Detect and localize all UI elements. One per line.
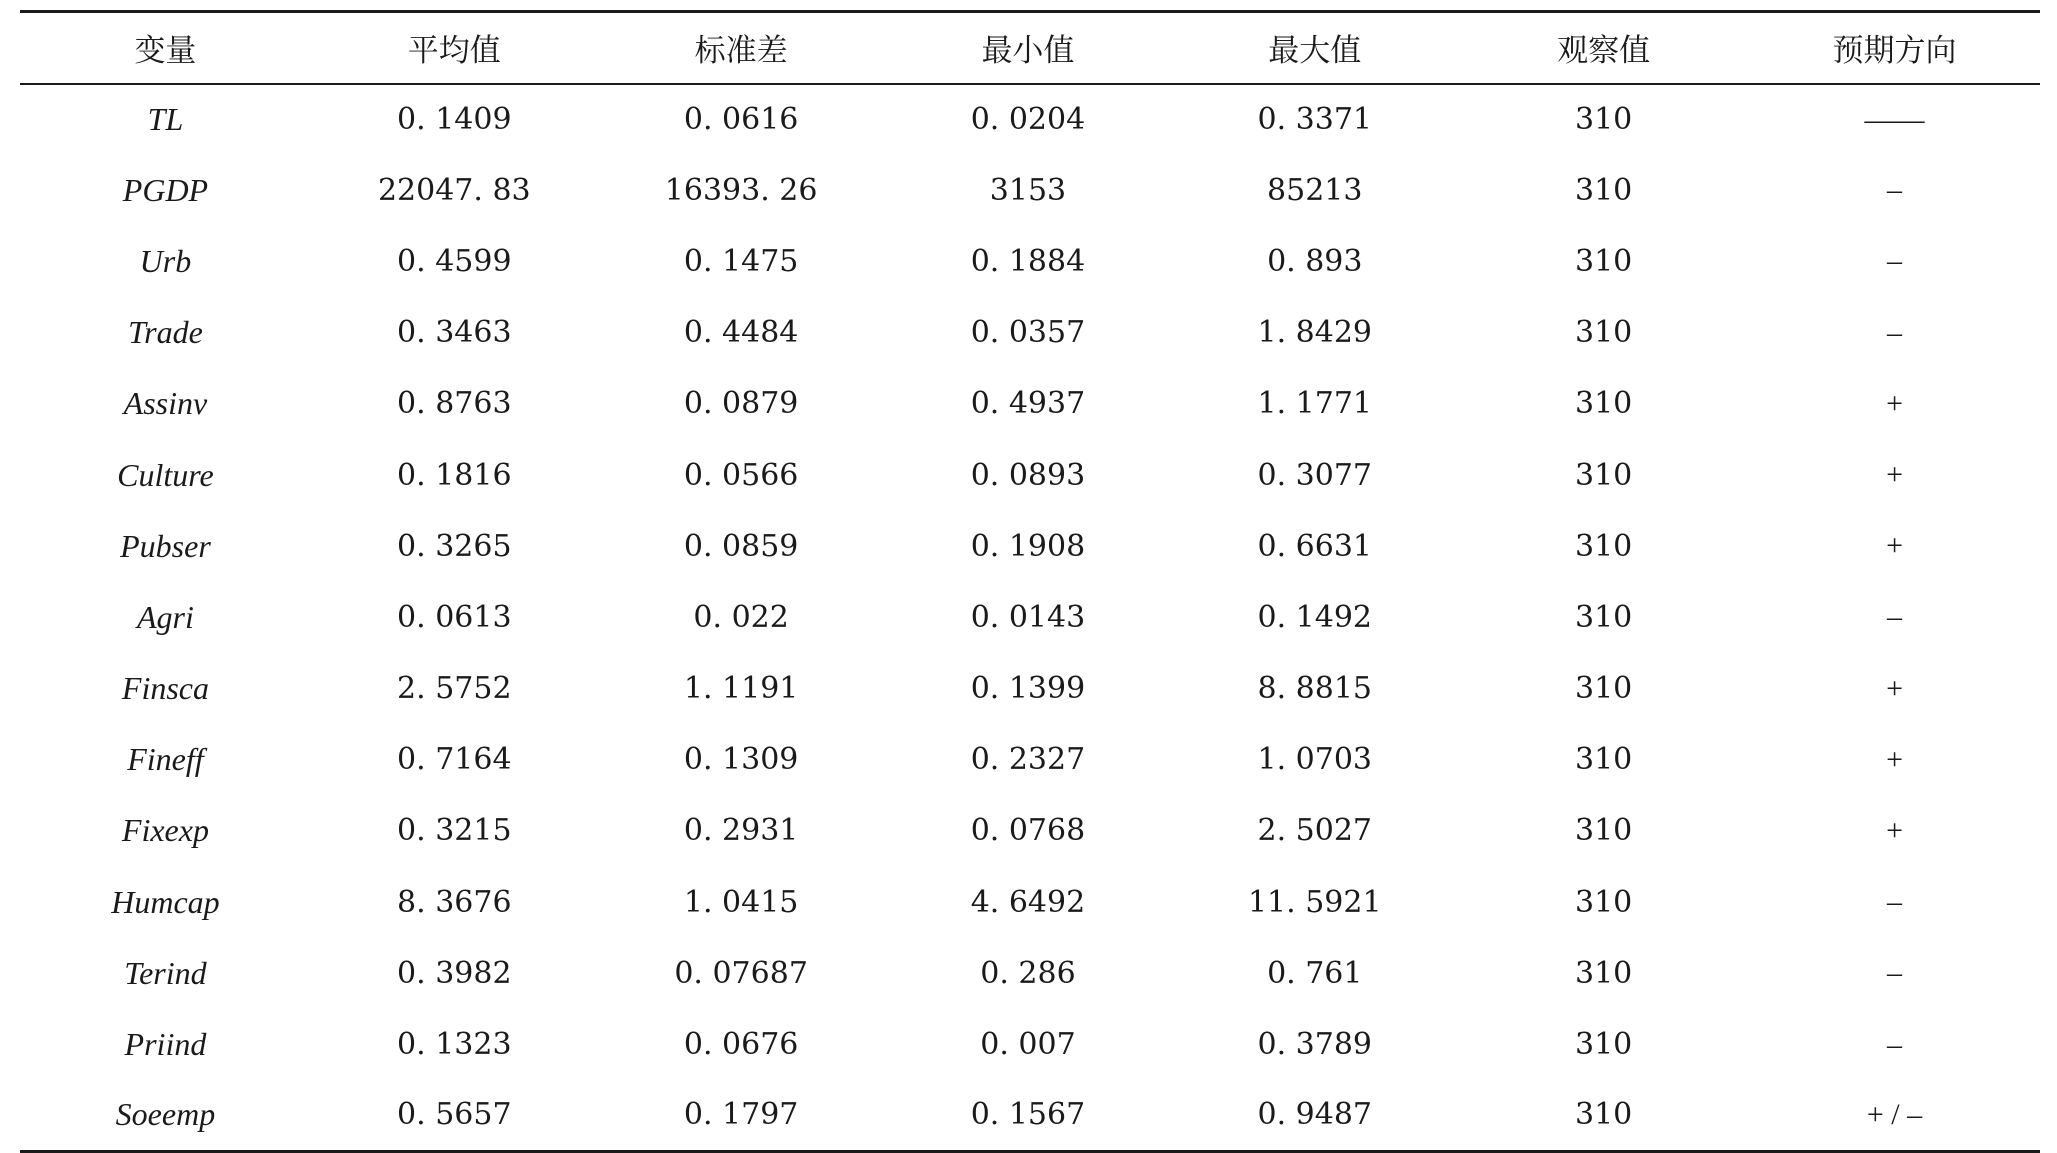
cell-max: 0. 3077 — [1257, 457, 1373, 493]
cell-max: 0. 1492 — [1257, 599, 1373, 635]
cell-expected-direction: – — [1887, 1027, 1903, 1061]
cell-max: 85213 — [1267, 172, 1363, 208]
cell-observations: 310 — [1458, 1080, 1749, 1151]
header-max: 最大值 — [1171, 12, 1458, 84]
cell-expected-direction: – — [1887, 956, 1903, 990]
descriptive-statistics-table — [20, 10, 2040, 1153]
cell-max: 0. 893 — [1267, 243, 1363, 279]
cell-min: 0. 1567 — [885, 1080, 1172, 1151]
cell-max: 8. 8815 — [1257, 671, 1373, 707]
table-row — [20, 867, 2040, 938]
table-row — [20, 155, 2040, 226]
table-row — [20, 84, 2040, 155]
table-row — [20, 368, 2040, 439]
header-variable: 变量 — [20, 12, 311, 84]
cell-variable: Assinv — [123, 385, 208, 422]
cell-mean: 0. 4599 — [397, 243, 512, 279]
cell-max: 0. 9487 — [1171, 1080, 1458, 1151]
cell-max: 1. 8429 — [1257, 315, 1373, 351]
cell-expected-direction: + — [1886, 529, 1903, 563]
table-row — [20, 511, 2040, 582]
cell-min: 0. 1884 — [970, 243, 1086, 279]
table-header-row — [20, 12, 2040, 84]
cell-min: 0. 0893 — [970, 457, 1086, 493]
cell-variable: Soeemp — [20, 1080, 311, 1151]
cell-min: 3153 — [989, 172, 1067, 208]
cell-variable: Terind — [124, 954, 207, 991]
cell-std: 16393. 26 — [664, 172, 818, 208]
table-row — [20, 582, 2040, 653]
cell-min: 0. 1399 — [970, 671, 1086, 707]
cell-observations: 310 — [1574, 102, 1633, 138]
cell-variable: Finsca — [121, 670, 209, 707]
cell-max: 0. 6631 — [1257, 528, 1373, 564]
cell-min: 0. 007 — [980, 1027, 1076, 1063]
cell-mean: 0. 1816 — [397, 457, 512, 493]
cell-variable: PGDP — [122, 171, 209, 208]
cell-observations: 310 — [1574, 386, 1633, 422]
cell-max: 2. 5027 — [1257, 813, 1373, 849]
cell-mean: 0. 3982 — [397, 955, 512, 991]
cell-mean: 0. 1323 — [397, 1027, 512, 1063]
cell-observations: 310 — [1574, 813, 1633, 849]
cell-variable: Pubser — [120, 527, 211, 564]
cell-observations: 310 — [1574, 1027, 1633, 1063]
header-min: 最小值 — [885, 12, 1172, 84]
cell-mean: 0. 1409 — [397, 102, 512, 138]
cell-std: 0. 4484 — [683, 315, 799, 351]
table-row — [20, 226, 2040, 297]
cell-expected-direction: + — [1886, 386, 1903, 420]
cell-variable: Fixexp — [121, 812, 209, 849]
cell-mean: 0. 5657 — [311, 1080, 598, 1151]
cell-variable: Trade — [128, 314, 203, 351]
cell-mean: 0. 0613 — [397, 599, 512, 635]
cell-variable: Priind — [124, 1026, 207, 1063]
cell-mean: 2. 5752 — [397, 671, 512, 707]
cell-max: 0. 3789 — [1257, 1027, 1373, 1063]
table-row — [20, 724, 2040, 795]
cell-std: 0. 0676 — [683, 1027, 799, 1063]
table-row — [20, 439, 2040, 510]
cell-max: 11. 5921 — [1247, 884, 1382, 920]
cell-min: 0. 286 — [980, 955, 1076, 991]
cell-min: 0. 0357 — [970, 315, 1086, 351]
cell-observations: 310 — [1574, 315, 1633, 351]
cell-min: 0. 0204 — [970, 102, 1086, 138]
table-row — [20, 1080, 2040, 1151]
cell-mean: 22047. 83 — [377, 172, 531, 208]
cell-variable: Humcap — [111, 883, 220, 920]
cell-std: 0. 022 — [693, 599, 789, 635]
cell-observations: 310 — [1574, 671, 1633, 707]
cell-std: 0. 0566 — [683, 457, 799, 493]
cell-mean: 0. 8763 — [397, 386, 512, 422]
cell-expected-direction: + — [1886, 813, 1903, 847]
cell-mean: 0. 3463 — [397, 315, 512, 351]
cell-observations: 310 — [1574, 172, 1633, 208]
cell-mean: 8. 3676 — [397, 884, 512, 920]
cell-expected-direction: – — [1887, 315, 1903, 349]
cell-std: 0. 0879 — [683, 386, 799, 422]
cell-max: 1. 0703 — [1257, 742, 1373, 778]
cell-min: 4. 6492 — [970, 884, 1086, 920]
header-expected-direction: 预期方向 — [1749, 12, 2040, 84]
cell-std: 1. 0415 — [683, 884, 799, 920]
header-observations: 观察值 — [1458, 12, 1749, 84]
cell-min: 0. 4937 — [970, 386, 1086, 422]
cell-observations: 310 — [1574, 243, 1633, 279]
statistics-table-container — [20, 10, 2040, 1153]
cell-expected-direction: + — [1886, 742, 1903, 776]
cell-observations: 310 — [1574, 884, 1633, 920]
cell-expected-direction: – — [1887, 173, 1903, 207]
cell-observations: 310 — [1574, 742, 1633, 778]
cell-variable: TL — [147, 101, 184, 138]
cell-observations: 310 — [1574, 457, 1633, 493]
cell-std: 0. 1309 — [683, 742, 799, 778]
cell-mean: 0. 3215 — [397, 813, 512, 849]
table-row — [20, 297, 2040, 368]
cell-variable: Urb — [139, 242, 192, 279]
cell-expected-direction: – — [1887, 600, 1903, 634]
cell-variable: Fineff — [127, 741, 204, 778]
cell-expected-direction: —— — [1864, 102, 1925, 136]
cell-observations: 310 — [1574, 528, 1633, 564]
cell-observations: 310 — [1574, 599, 1633, 635]
table-row — [20, 795, 2040, 866]
cell-std: 0. 0859 — [683, 528, 799, 564]
header-std: 标准差 — [598, 12, 885, 84]
cell-std: 0. 1475 — [683, 243, 799, 279]
cell-max: 1. 1771 — [1257, 386, 1373, 422]
table-row — [20, 938, 2040, 1009]
cell-std: 0. 2931 — [683, 813, 799, 849]
header-mean: 平均值 — [311, 12, 598, 84]
table-row — [20, 653, 2040, 724]
cell-observations: 310 — [1574, 955, 1633, 991]
cell-std: 0. 0616 — [683, 102, 799, 138]
cell-variable: Culture — [117, 456, 214, 493]
cell-mean: 0. 3265 — [397, 528, 512, 564]
cell-std: 0. 07687 — [674, 955, 808, 991]
table-row — [20, 1009, 2040, 1080]
cell-expected-direction: – — [1887, 885, 1903, 919]
cell-max: 0. 761 — [1267, 955, 1363, 991]
cell-min: 0. 2327 — [970, 742, 1086, 778]
cell-max: 0. 3371 — [1257, 102, 1373, 138]
cell-expected-direction: + / – — [1749, 1080, 2040, 1151]
cell-min: 0. 0143 — [970, 599, 1086, 635]
cell-expected-direction: – — [1887, 244, 1903, 278]
cell-min: 0. 1908 — [970, 528, 1086, 564]
cell-mean: 0. 7164 — [397, 742, 512, 778]
cell-variable: Agri — [136, 598, 194, 635]
cell-std: 1. 1191 — [683, 671, 799, 707]
cell-expected-direction: + — [1886, 458, 1903, 492]
cell-min: 0. 0768 — [970, 813, 1086, 849]
cell-expected-direction: + — [1886, 671, 1903, 705]
cell-std: 0. 1797 — [598, 1080, 885, 1151]
